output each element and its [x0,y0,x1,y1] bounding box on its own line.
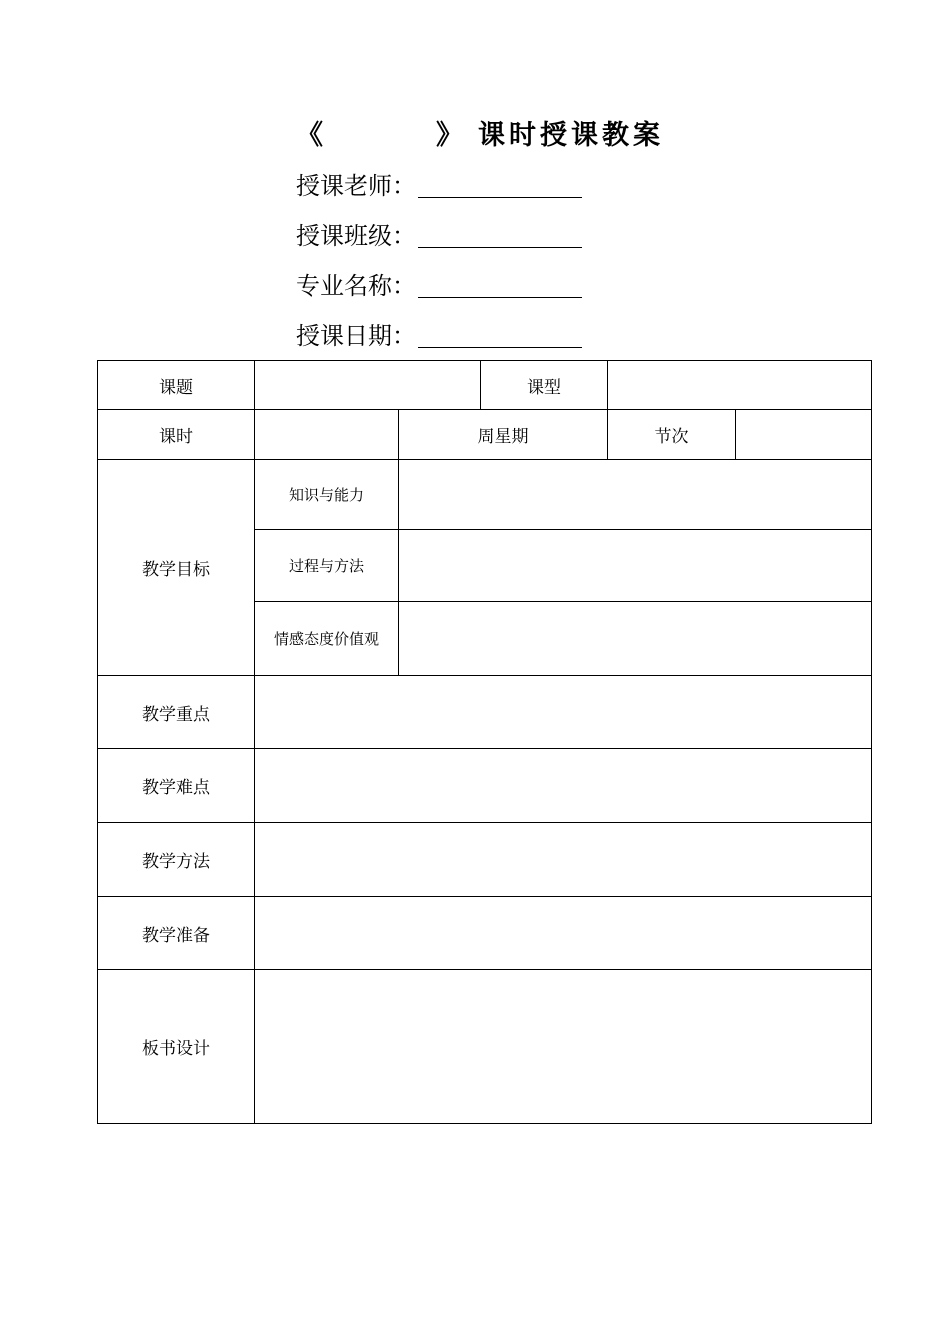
table-row [98,676,872,749]
section-value-cell[interactable] [736,410,872,460]
difficulties-label: 教学难点 [98,749,255,823]
lesson-plan-table [97,360,872,1124]
topic-label: 课题 [98,361,255,410]
lesson-type-label: 课型 [481,361,608,410]
objective-knowledge-label: 知识与能力 [255,460,399,530]
document-title [296,116,736,156]
difficulties-cell[interactable] [255,749,872,823]
objective-attitude-cell[interactable] [399,602,872,676]
teacher-field [296,168,582,204]
key-points-label: 教学重点 [98,676,255,749]
table-row [98,460,872,530]
section-label: 节次 [608,410,736,460]
hours-label: 课时 [98,410,255,460]
table-row [98,970,872,1124]
objectives-label: 教学目标 [98,460,255,676]
date-blank[interactable] [418,318,582,348]
hours-value-cell[interactable] [255,410,399,460]
board-design-label: 板书设计 [98,970,255,1124]
major-label: 专业名称： [296,272,416,300]
teacher-blank[interactable] [418,168,582,198]
class-blank[interactable] [418,218,582,248]
preparation-cell[interactable] [255,897,872,970]
major-field [296,268,582,304]
title-left-quote: 《 [296,120,323,151]
week-label: 周星期 [399,410,608,460]
class-label: 授课班级： [296,222,416,250]
table-row [98,749,872,823]
table-row [98,361,872,410]
topic-value-cell[interactable] [255,361,481,410]
date-field [296,318,582,354]
title-right-quote: 》 [436,120,463,151]
objective-attitude-label: 情感态度价值观 [255,602,399,676]
lesson-type-value-cell[interactable] [608,361,872,410]
teacher-label: 授课老师： [296,172,416,200]
board-design-cell[interactable] [255,970,872,1124]
major-blank[interactable] [418,268,582,298]
objective-knowledge-cell[interactable] [399,460,872,530]
table-row [98,823,872,897]
table-row [98,410,872,460]
class-field [296,218,582,254]
objective-process-cell[interactable] [399,530,872,602]
preparation-label: 教学准备 [98,897,255,970]
title-text: 课时授课教案 [478,120,664,151]
key-points-cell[interactable] [255,676,872,749]
objective-process-label: 过程与方法 [255,530,399,602]
methods-label: 教学方法 [98,823,255,897]
table-row [98,897,872,970]
methods-cell[interactable] [255,823,872,897]
date-label: 授课日期： [296,322,416,350]
